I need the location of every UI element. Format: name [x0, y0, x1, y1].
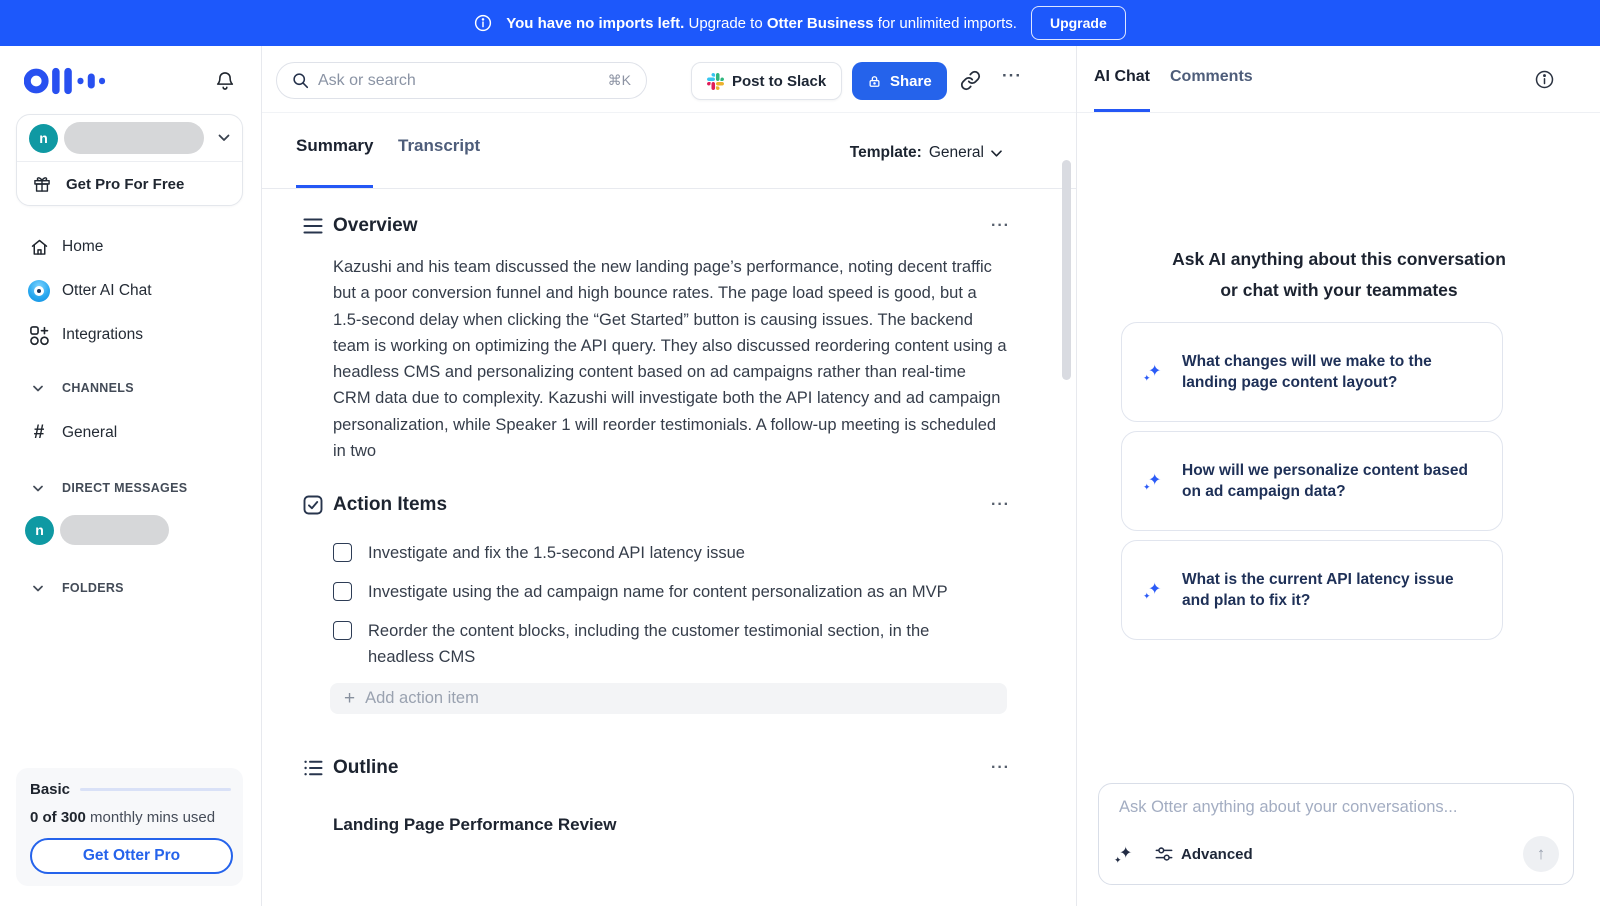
account-card: [16, 114, 243, 206]
empty-title-line1: Ask AI anything about this conversation: [1172, 249, 1506, 269]
link-icon[interactable]: [960, 70, 981, 91]
action-items-menu-icon[interactable]: ···: [991, 496, 1010, 514]
action-items-title: Action Items: [333, 494, 448, 516]
sliders-icon: [1155, 845, 1173, 863]
get-pro-label: Get Pro For Free: [66, 175, 185, 193]
add-action-item-label: Add action item: [365, 689, 479, 708]
outline-section-header: [303, 757, 1010, 779]
ai-chat-input[interactable]: [1119, 798, 1539, 817]
ai-chat-panel: [1076, 46, 1600, 906]
usage-progress-bar: [80, 788, 231, 791]
section-label: CHANNELS: [62, 381, 134, 395]
action-items-list: [333, 540, 1013, 714]
suggestion-card[interactable]: [1121, 540, 1503, 640]
dm-name-redacted: [60, 515, 169, 545]
overview-title: Overview: [333, 215, 418, 236]
sparkle-icon: ✦ ✦: [1143, 472, 1162, 492]
main-panel: [262, 46, 1076, 906]
advanced-label: Advanced: [1181, 845, 1253, 863]
ai-chat-tab-bar: [1077, 46, 1600, 113]
arrow-up-icon: ↑: [1536, 844, 1546, 863]
chevron-down-icon: [33, 585, 43, 592]
section-label: FOLDERS: [62, 581, 124, 595]
send-button[interactable]: [1523, 836, 1559, 872]
info-icon: [474, 14, 492, 32]
account-name-redacted: [64, 122, 204, 154]
chevron-down-icon: [33, 385, 43, 392]
template-label: Template:: [849, 144, 922, 161]
suggestion-text: What changes will we make to the landing page content layout?: [1182, 352, 1432, 391]
action-item: [333, 618, 1013, 670]
lock-icon: [867, 74, 882, 89]
empty-title-line2: or chat with your teammates: [1220, 280, 1458, 300]
sidebar: [0, 46, 262, 906]
summary-content: [333, 189, 1013, 835]
slack-icon: [707, 73, 724, 90]
ai-chat-input-box: [1098, 783, 1574, 885]
chevron-down-icon: [991, 150, 1002, 157]
search-bar: [276, 62, 647, 99]
sparkle-icon: ✦ ✦: [1143, 581, 1162, 601]
sidebar-item-otter-ai-chat[interactable]: [0, 276, 262, 306]
hash-icon: #: [33, 422, 45, 443]
get-otter-pro-button[interactable]: Get Otter Pro: [30, 838, 233, 874]
checkbox[interactable]: [333, 582, 352, 601]
plus-icon: +: [344, 687, 356, 709]
sidebar-item-home[interactable]: [0, 232, 262, 262]
plan-card: [16, 768, 243, 886]
advanced-toggle[interactable]: [1155, 845, 1253, 863]
template-dropdown[interactable]: [850, 144, 1002, 162]
suggestion-text: How will we personalize content based on ad campaign data?: [1182, 461, 1468, 500]
suggestion-text: What is the current API latency issue and plan to fix it?: [1182, 570, 1454, 609]
bell-icon[interactable]: [214, 70, 236, 92]
search-input[interactable]: [318, 72, 608, 90]
action-item-text: Investigate using the ad campaign name for content personalization as an MVP: [368, 583, 948, 602]
scrollbar-thumb[interactable]: [1062, 160, 1071, 380]
avatar: n: [25, 516, 54, 545]
overview-section-header: [303, 215, 1010, 237]
chevron-down-icon: [33, 485, 43, 492]
integrations-icon: [29, 325, 50, 346]
sidebar-section-direct-messages[interactable]: [0, 476, 262, 500]
share-button[interactable]: [852, 62, 947, 100]
checkbox[interactable]: [333, 543, 352, 562]
suggestion-list: [1121, 322, 1503, 649]
search-icon: [292, 72, 309, 89]
sparkle-icon[interactable]: ✦ ✦: [1114, 845, 1133, 865]
sparkle-icon: ✦ ✦: [1143, 363, 1162, 383]
tab-ai-chat[interactable]: AI Chat: [1094, 68, 1150, 112]
app-body: [0, 46, 1600, 906]
ai-chat-input-footer: [1114, 836, 1559, 872]
outline-list-icon: [303, 758, 323, 778]
channel-label: General: [62, 424, 118, 441]
summary-tab-bar: [262, 114, 1076, 189]
action-item: [333, 579, 1013, 605]
share-button-label: Share: [890, 72, 932, 90]
otter-logo: [24, 66, 114, 96]
avatar: n: [29, 124, 58, 153]
banner-message: [506, 15, 1017, 32]
toolbar: [262, 46, 1076, 113]
sidebar-item-label: Otter AI Chat: [62, 282, 152, 299]
post-to-slack-button[interactable]: [691, 62, 842, 100]
sidebar-item-label: Integrations: [62, 326, 143, 343]
outline-menu-icon[interactable]: ···: [991, 759, 1010, 777]
keyboard-shortcut: ⌘K: [607, 72, 631, 88]
action-items-section-header: [303, 494, 1010, 516]
upgrade-banner: [0, 0, 1600, 46]
overview-menu-icon[interactable]: ···: [991, 217, 1010, 234]
sidebar-item-general[interactable]: [0, 418, 262, 448]
tab-comments[interactable]: Comments: [1170, 68, 1253, 85]
outline-item: Landing Page Performance Review: [333, 815, 617, 835]
banner-message-end: for unlimited imports.: [873, 14, 1017, 32]
add-action-item-button[interactable]: [330, 683, 1007, 714]
banner-message-bold: You have no imports left.: [506, 14, 685, 32]
upgrade-button[interactable]: Upgrade: [1031, 6, 1126, 40]
banner-brand: Otter Business: [766, 14, 874, 32]
banner-message-mid: Upgrade to: [684, 14, 767, 32]
info-icon[interactable]: [1535, 70, 1554, 89]
get-pro-for-free[interactable]: [17, 162, 242, 206]
action-item: [333, 540, 1013, 566]
usage-count: 0 of 300: [30, 809, 86, 826]
checkbox[interactable]: [333, 621, 352, 640]
slack-button-label: Post to Slack: [732, 72, 827, 90]
checkbox-check-icon: [303, 495, 323, 515]
outline-title: Outline: [333, 757, 399, 779]
otter-ai-chat-icon: [28, 280, 50, 302]
ai-chat-empty-title: [1077, 244, 1600, 306]
tab-summary[interactable]: Summary: [296, 136, 373, 188]
tab-transcript[interactable]: Transcript: [398, 136, 481, 155]
template-value: General: [928, 144, 984, 161]
plan-name: Basic: [30, 781, 71, 798]
sidebar-section-folders[interactable]: [0, 576, 262, 600]
usage-text: monthly mins used: [85, 809, 216, 826]
action-item-text: Investigate and fix the 1.5-second API latency issue: [368, 544, 745, 563]
suggestion-card[interactable]: [1121, 431, 1503, 531]
gift-icon: [32, 174, 52, 194]
suggestion-card[interactable]: [1121, 322, 1503, 422]
sidebar-section-channels[interactable]: [0, 376, 262, 400]
overview-icon: [303, 216, 323, 236]
account-switcher[interactable]: [17, 115, 242, 162]
more-options-icon[interactable]: ···: [1002, 66, 1022, 85]
section-label: DIRECT MESSAGES: [62, 481, 188, 495]
overview-text: Kazushi and his team discussed the new landing page’s performance, noting decent traffic but a poor conversion funnel and high bounce rates. The page load speed is good, but a 1.5-second delay when clicking the “Get Started” button is causing issues. The backend team is working on optimizing the API query. They also discussed reordering content using a headless CMS and personalizing content based on ad campaigns rather than real-time CRM data due to complexity. Kazushi will investigate both the API latency and ad campaign personalization, while Speaker 1 will reorder testimonials. A follow-up meeting is scheduled in two: [333, 258, 1007, 461]
dm-item[interactable]: [0, 514, 262, 546]
action-item-text: Reorder the content blocks, including the customer testimonial section, in the headless CMS: [368, 622, 930, 667]
sidebar-item-integrations[interactable]: [0, 320, 262, 350]
home-icon: [29, 237, 50, 258]
sidebar-item-label: Home: [62, 238, 104, 255]
plan-usage: [30, 809, 231, 826]
chevron-down-icon[interactable]: [218, 134, 230, 142]
